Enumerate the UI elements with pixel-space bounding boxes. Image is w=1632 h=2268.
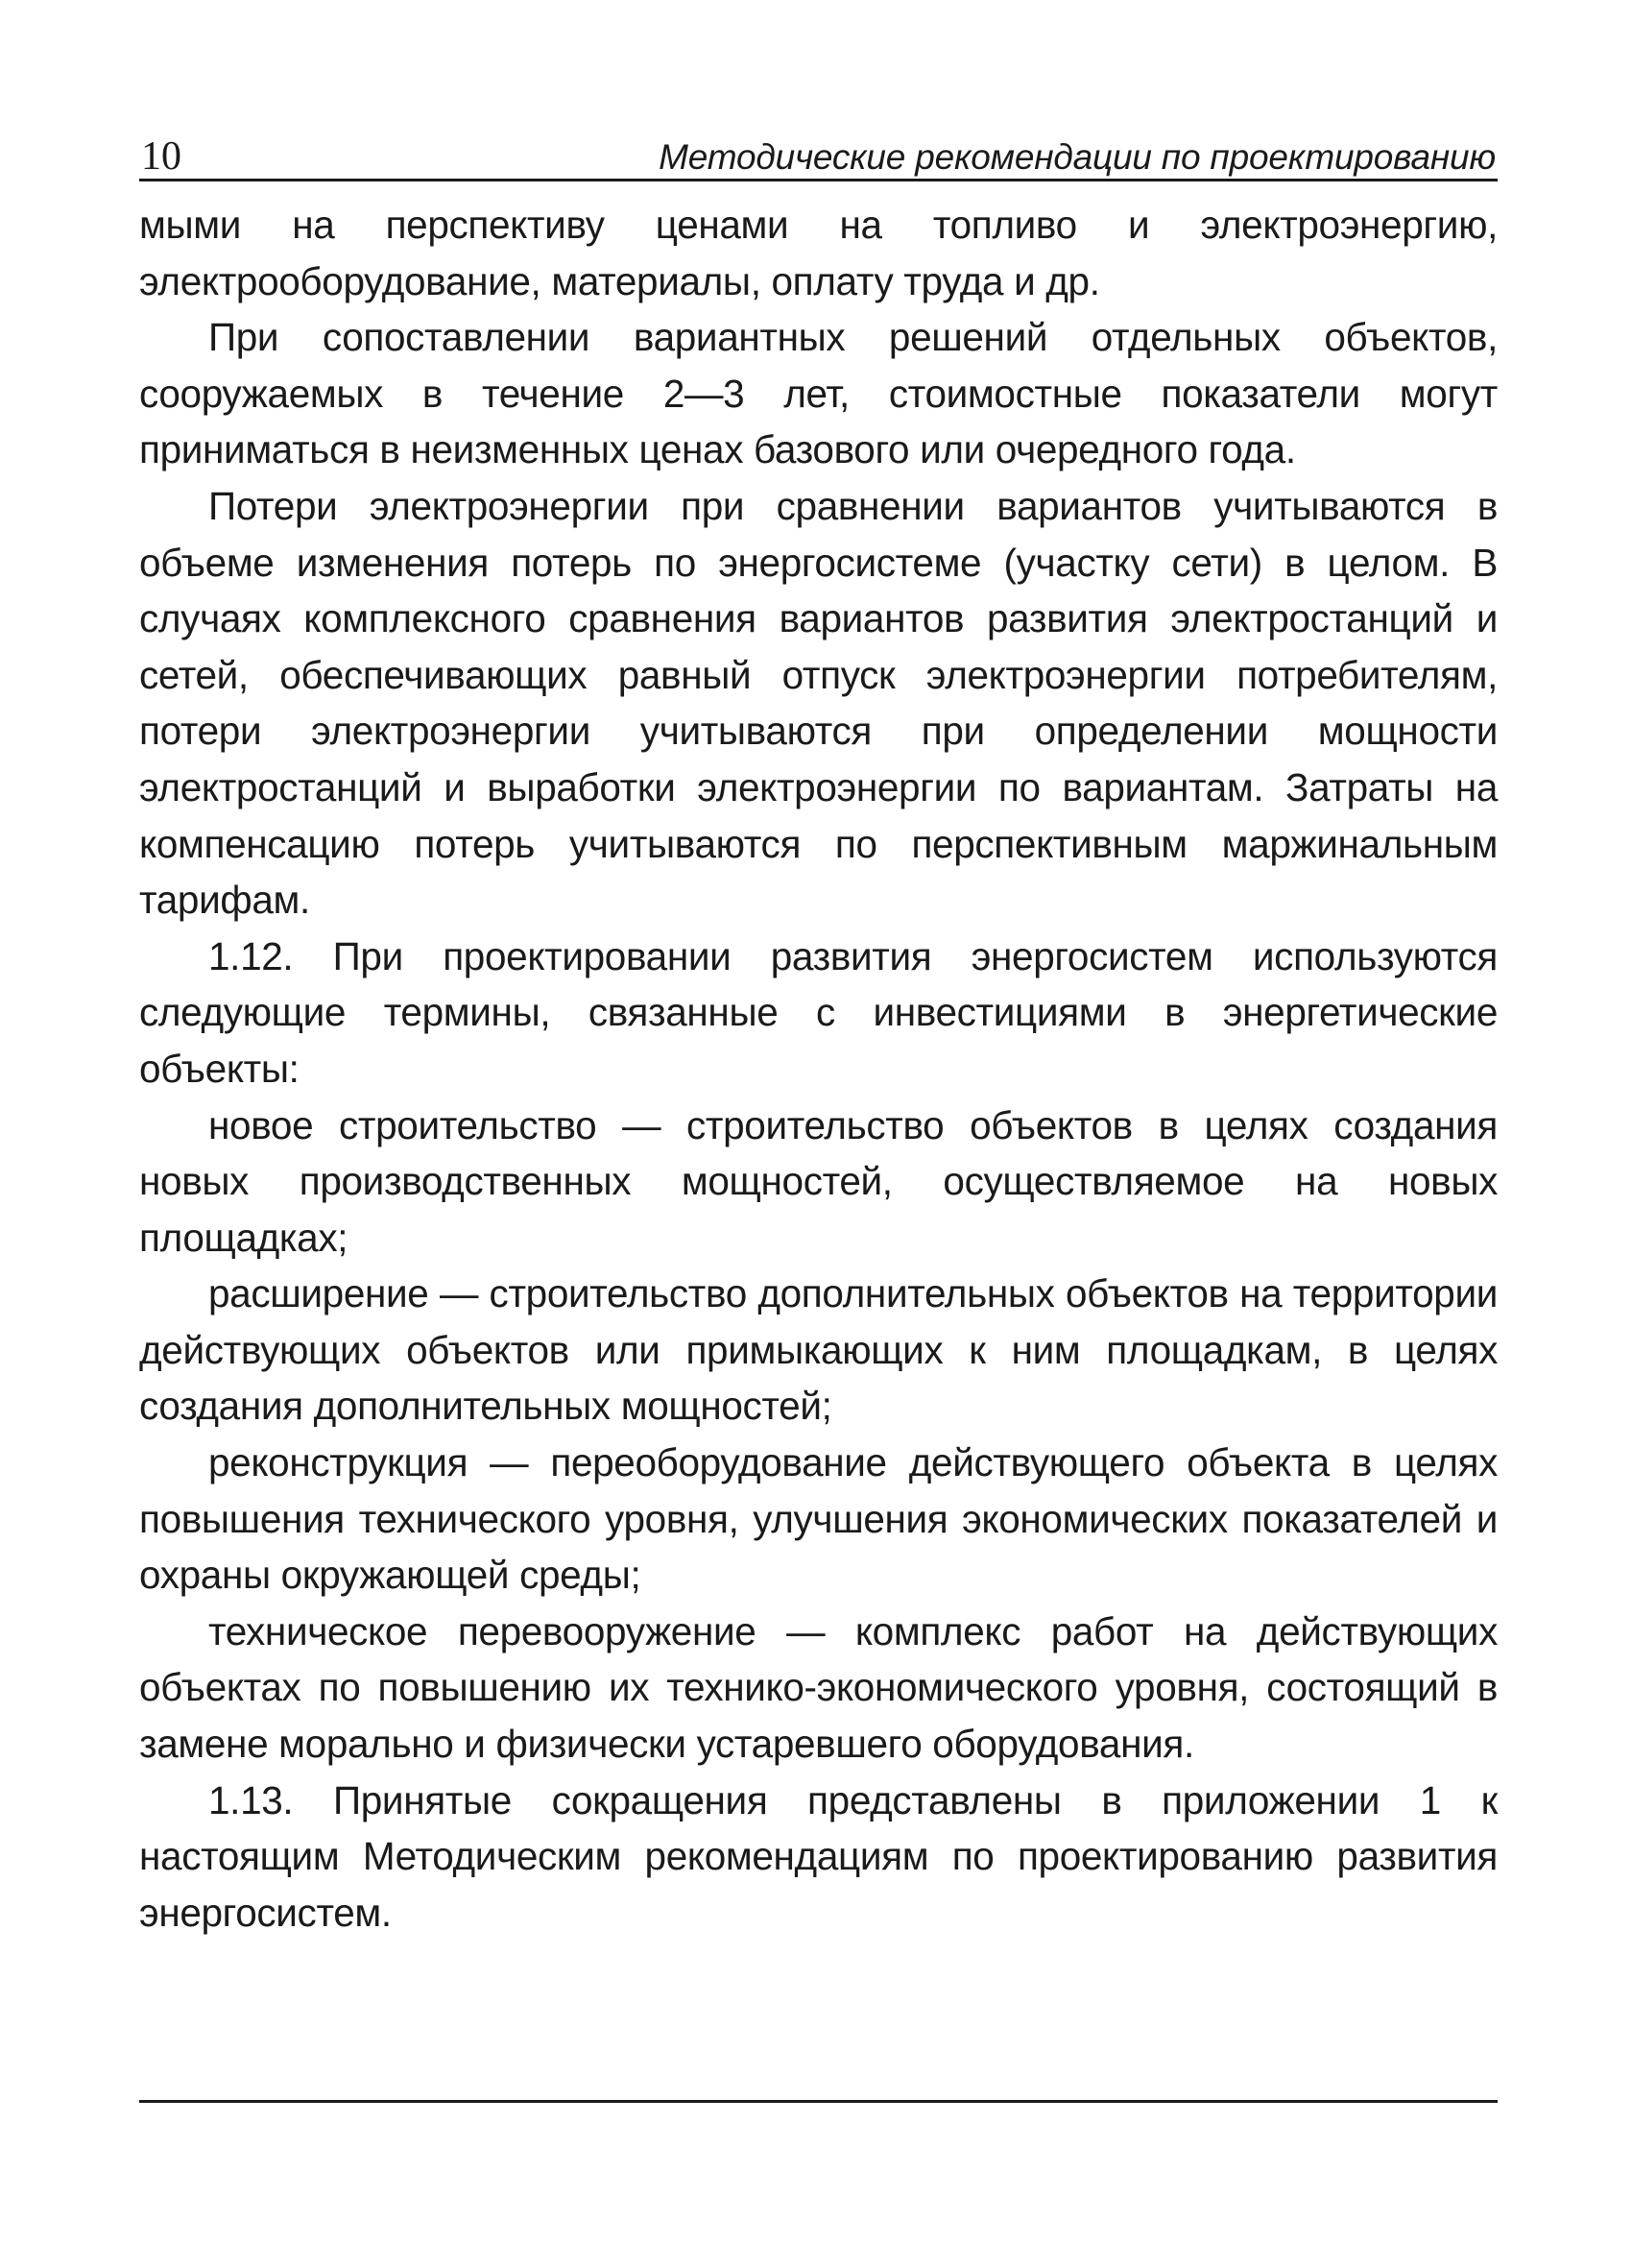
definition-new-construction: новое строительство — строительство объектов в целях создания новых производственных мощностей, осуществляемое на новых площадках;: [139, 1102, 1498, 1260]
paragraph: Потери электроэнергии при сравнении вариантов учитываются в объеме изменения потерь по энергосистеме (участку сети) в целом. В случаях комплексного сравнения вариантов развития электростанций и сетей, обеспечивающих равный отпуск электроэнергии потребителям, потери электроэнергии учитываются при определении мощности электростанций и выработки электроэнергии по вариантам. Затраты на компенсацию потерь учитываются по перспективным маржинальным тарифам.: [139, 483, 1498, 923]
footer-rule: [139, 2100, 1498, 2103]
running-header: [139, 123, 1498, 181]
definition-technical-reequipment: техническое перевооружение — комплекс работ на действующих объектах по повышению их технико-экономического уровня, состоящий в замене морально и физически устаревшего оборудования.: [139, 1608, 1498, 1767]
body-text: [139, 197, 1498, 1941]
definition-expansion: расширение — строительство дополнительных объектов на территории действующих объектов или примыкающих к ним площадкам, в целях создания дополнительных мощностей;: [139, 1271, 1498, 1429]
page-number: 10: [141, 134, 181, 179]
paragraph: При сопоставлении вариантных решений отдельных объектов, сооружаемых в течение 2—3 лет, стоимостные показатели могут приниматься в неизменных ценах базового или очередного года.: [139, 315, 1498, 472]
definition-reconstruction: реконструкция — переоборудование действующего объекта в целях повышения технического уровня, улучшения экономических показателей и охраны окружающей среды;: [139, 1440, 1498, 1598]
paragraph-section-1-12: 1.12. При проектировании развития энергосистем используются следующие термины, связанные с инвестициями в энергетические объекты:: [139, 933, 1498, 1091]
page: [139, 123, 1498, 1941]
paragraph-continuation: мыми на перспективу ценами на топливо и электроэнергию, электрооборудование, материалы, оплату труда и др.: [139, 203, 1498, 303]
running-title: Методические рекомендации по проектированию: [659, 137, 1496, 177]
paragraph-section-1-13: 1.13. Принятые сокращения представлены в приложении 1 к настоящим Методическим рекомендациям по проектированию развития энергосистем.: [139, 1777, 1498, 1935]
